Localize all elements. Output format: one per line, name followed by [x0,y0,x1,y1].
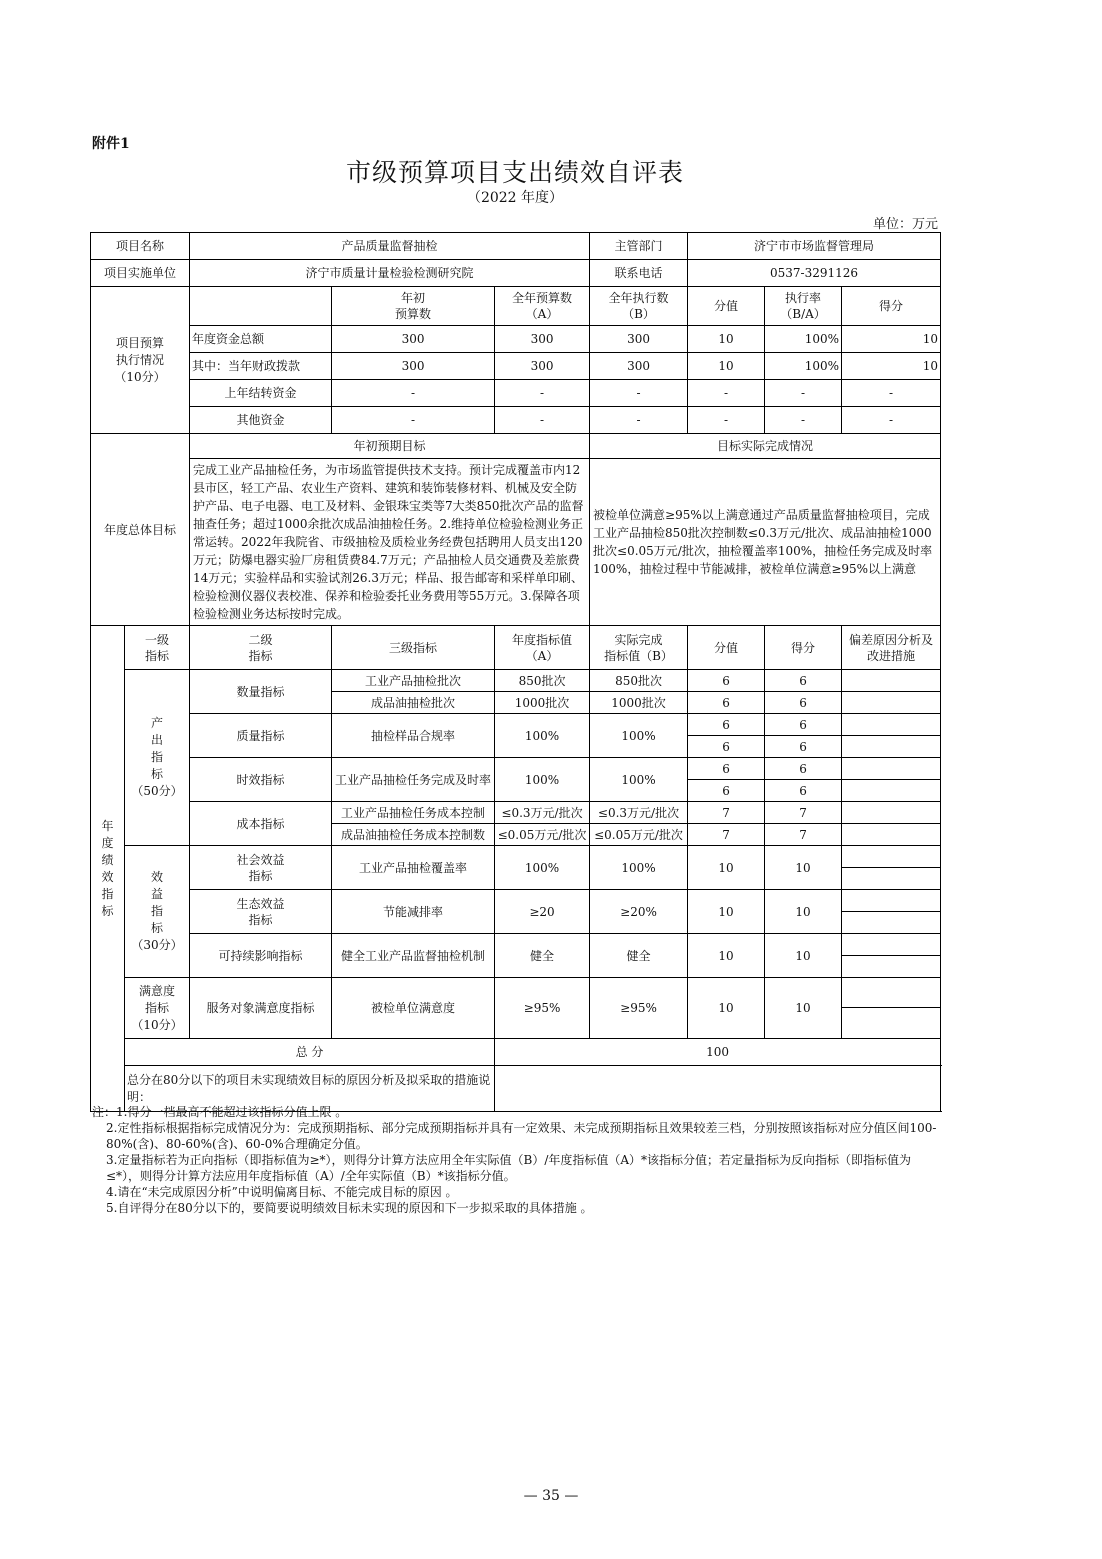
indicators-section-label: 年 度 绩 效 指 标 [91,626,125,1112]
quantity-label: 数量指标 [190,670,332,714]
budget-exec: 300 [590,353,688,380]
ind-value: 6 [688,736,765,758]
ind-deviation [842,758,941,780]
service-label: 服务对象满意度指标 [190,978,332,1039]
ind-actual: ≤0.3万元/批次 [590,802,688,824]
project-name-label: 项目名称 [91,233,190,260]
budget-header-blank [190,287,332,326]
budget-row-label: 年度资金总额 [190,326,332,353]
budget-initial: - [332,380,495,407]
budget-rate: 100% [765,353,842,380]
ind-target: 1000批次 [495,692,590,714]
budget-header-value: 分值 [688,287,765,326]
ind-name: 工业产品抽检任务完成及时率 [332,758,495,802]
budget-row-label: 其中：当年财政拨款 [190,353,332,380]
ind-target: ≤0.3万元/批次 [495,802,590,824]
budget-exec: 300 [590,326,688,353]
impl-unit-label: 项目实施单位 [91,260,190,287]
ind-target: ≥20 [495,890,590,934]
ind-name: 抽检样品合规率 [332,714,495,758]
ind-name: 工业产品抽检覆盖率 [332,846,495,890]
ind-value: 6 [688,780,765,802]
eco-label: 生态效益 指标 [190,890,332,934]
ind-actual: 健全 [590,934,688,978]
total-label: 总 分 [125,1039,495,1066]
impl-unit: 济宁市质量计量检验检测研究院 [190,260,590,287]
ind-score: 6 [765,758,842,780]
ind-header-actual: 实际完成 指标值（B） [590,626,688,670]
ind-score: 10 [765,890,842,934]
ind-target: 健全 [495,934,590,978]
ind-name: 节能减排率 [332,890,495,934]
ind-deviation [842,736,941,758]
ind-actual: ≥95% [590,978,688,1039]
project-name: 产品质量监督抽检 [190,233,590,260]
ind-header-deviation: 偏差原因分析及 改进措施 [842,626,941,670]
ind-score: 7 [765,802,842,824]
budget-score: 10 [842,353,941,380]
performance-table [90,232,941,1112]
ind-name: 成品油抽检批次 [332,692,495,714]
ind-deviation [842,868,941,890]
note-item: 4.请在“未完成原因分析”中说明偏离目标、不能完成目标的原因 。 [106,1185,458,1199]
ind-value: 10 [688,846,765,890]
ind-value: 7 [688,824,765,846]
ind-deviation [842,692,941,714]
ind-deviation [842,824,941,846]
ind-actual: ≤0.05万元/批次 [590,824,688,846]
social-label: 社会效益 指标 [190,846,332,890]
ind-value: 6 [688,758,765,780]
budget-annual: 300 [495,326,590,353]
benefit-indicator-label: 效 益 指 标 （30分） [125,846,190,978]
ind-target: 100% [495,758,590,802]
budget-section-label: 项目预算 执行情况 （10分） [91,287,190,434]
ind-deviation [842,780,941,802]
ind-header-level2: 二级 指标 [190,626,332,670]
goals-actual-text: 被检单位满意≥95%以上满意通过产品质量监督抽检项目，完成工业产品抽检850批次控制数≤0.3万元/批次、成品油抽检1000批次≤0.05万元/批次，抽检覆盖率100%，抽检任务完成及时率100%，抽检过程中节能减排，被检单位满意≥95%以上满意 [590,459,941,626]
goals-expected-text: 完成工业产品抽检任务，为市场监管提供技术支持。预计完成覆盖市内12县市区，轻工产品、农业生产资料、建筑和装饰装修材料、机械及安全防护产品、电子电器、电工及材料、金银珠宝类等7大类850批次产品的监督抽查任务；超过1000余批次成品油抽检任务。2.维持单位检验检测业务正常运转。2022年我院省、市级抽检及质检业务经费包括聘用人员支出120万元；防爆电器实验厂房租赁费84.7万元；产品抽检人员交通费及差旅费14万元；实验样品和实验试剂26.3万元；样品、报告邮寄和采样单印刷、检验检测仪器仪表校准、保养和检验委托业务费用等55万元。3.保障各项检验检测业务达标按时完成。 [190,459,590,626]
sustain-label: 可持续影响指标 [190,934,332,978]
ind-name: 健全工业产品监督抽检机制 [332,934,495,978]
budget-rate: - [765,407,842,434]
page-number: — 35 — [523,1488,579,1504]
budget-header-exec: 全年执行数 （B） [590,287,688,326]
goals-actual-label: 目标实际完成情况 [590,434,941,459]
budget-header-annual: 全年预算数 （A） [495,287,590,326]
below80-label: 总分在80分以下的项目未实现绩效目标的原因分析及拟采取的措施说明： [125,1066,495,1112]
phone-label: 联系电话 [590,260,688,287]
ind-score: 10 [765,846,842,890]
note-item: 3.定量指标若为正向指标（即指标值为≥*），则得分计算方法应用全年实际值（B）/年度指标值（A）*该指标分值；若定量指标为反向指标（即指标值为≤*），则得分计算方法应用年度指标值（A）/全年实际值（B）*该指标分值。 [106,1153,912,1183]
report-year: （2022 年度） [466,190,564,206]
ind-score: 6 [765,692,842,714]
ind-score: 10 [765,978,842,1039]
note-item: 2.定性指标根据指标完成情况分为：完成预期指标、部分完成预期指标并具有一定效果、未完成预期指标且效果较差三档，分别按照该指标对应分值区间100-80%(含)、80-60%(含)、60-0%合理确定分值。 [106,1121,937,1151]
ind-header-value: 分值 [688,626,765,670]
budget-header-rate: 执行率 （B/A） [765,287,842,326]
ind-actual: 850批次 [590,670,688,692]
budget-annual: 300 [495,353,590,380]
budget-initial: 300 [332,353,495,380]
ind-target: 100% [495,846,590,890]
ind-score: 6 [765,736,842,758]
ind-score: 7 [765,824,842,846]
quality-label: 质量指标 [190,714,332,758]
page-title: 市级预算项目支出绩效自评表 [345,158,684,187]
ind-name: 工业产品抽检批次 [332,670,495,692]
ind-header-level3: 三级指标 [332,626,495,670]
goals-section-label: 年度总体目标 [91,434,190,626]
budget-initial: 300 [332,326,495,353]
ind-deviation [842,956,941,978]
note-item: 5.自评得分在80分以下的，要简要说明绩效目标未实现的原因和下一步拟采取的具体措施 。 [106,1201,593,1215]
ind-score: 10 [765,934,842,978]
ind-deviation [842,802,941,824]
budget-rate: - [765,380,842,407]
budget-rate: 100% [765,326,842,353]
attachment-label: 附件1 [92,136,130,152]
total-value: 100 [495,1039,941,1066]
unit-label: 单位：万元 [872,217,938,232]
budget-value: - [688,407,765,434]
ind-target: 850批次 [495,670,590,692]
ind-name: 被检单位满意度 [332,978,495,1039]
budget-header-initial: 年初 预算数 [332,287,495,326]
budget-exec: - [590,407,688,434]
budget-row-label: 上年结转资金 [190,380,332,407]
dept-value: 济宁市市场监督管理局 [688,233,941,260]
ind-value: 10 [688,934,765,978]
budget-score: 10 [842,326,941,353]
budget-value: - [688,380,765,407]
ind-name: 成品油抽检任务成本控制数 [332,824,495,846]
ind-deviation [842,912,941,934]
ind-target: 100% [495,714,590,758]
ind-value: 10 [688,890,765,934]
budget-header-score: 得分 [842,287,941,326]
ind-actual: 100% [590,758,688,802]
ind-deviation [842,670,941,692]
cost-label: 成本指标 [190,802,332,846]
ind-target: ≥95% [495,978,590,1039]
ind-deviation [842,1008,941,1039]
ind-actual: ≥20% [590,890,688,934]
ind-value: 6 [688,692,765,714]
phone-value: 0537-3291126 [688,260,941,287]
output-indicator-label: 产 出 指 标 （50分） [125,670,190,846]
budget-annual: - [495,380,590,407]
goals-expected-label: 年初预期目标 [190,434,590,459]
ind-value: 7 [688,802,765,824]
ind-target: ≤0.05万元/批次 [495,824,590,846]
ind-score: 6 [765,780,842,802]
ind-header-level1: 一级 指标 [125,626,190,670]
ind-value: 6 [688,670,765,692]
ind-score: 6 [765,714,842,736]
ind-actual: 100% [590,846,688,890]
dept-label: 主管部门 [590,233,688,260]
ind-actual: 100% [590,714,688,758]
ind-value: 10 [688,978,765,1039]
budget-annual: - [495,407,590,434]
budget-score: - [842,407,941,434]
note-item: 注：1.得分一档最高不能超过该指标分值上限 。 [92,1105,348,1119]
ind-actual: 1000批次 [590,692,688,714]
ind-name: 工业产品抽检任务成本控制 [332,802,495,824]
budget-exec: - [590,380,688,407]
ind-deviation [842,846,941,868]
ind-header-target: 年度指标值 （A） [495,626,590,670]
ind-score: 6 [765,670,842,692]
budget-value: 10 [688,353,765,380]
satisfaction-indicator-label: 满意度 指标 （10分） [125,978,190,1039]
budget-row-label: 其他资金 [190,407,332,434]
budget-score: - [842,380,941,407]
budget-initial: - [332,407,495,434]
budget-value: 10 [688,326,765,353]
ind-deviation [842,978,941,1008]
ind-deviation [842,934,941,956]
ind-deviation [842,714,941,736]
ind-value: 6 [688,714,765,736]
notes [92,1104,942,1216]
ind-header-score: 得分 [765,626,842,670]
timeliness-label: 时效指标 [190,758,332,802]
ind-deviation [842,890,941,912]
